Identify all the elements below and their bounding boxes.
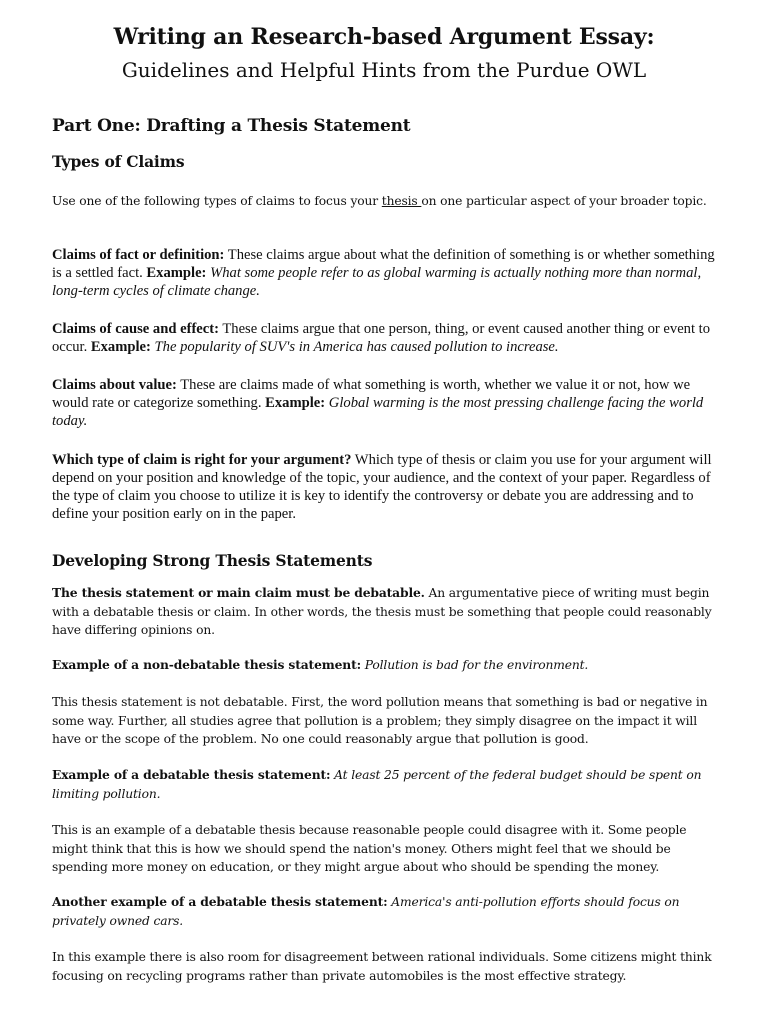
debatable-label: The thesis statement or main claim must be debatable. bbox=[52, 585, 425, 600]
non-debatable-explanation: This thesis statement is not debatable. First, the word pollution means that something is bad or negative in some way. Further, all studies agree that pollution is a problem; they simply disagree on the impact it will have or the scope of the problem. No one could reasonably argue that pollution is good. bbox=[52, 695, 708, 746]
claims-of-cause-paragraph bbox=[52, 320, 720, 356]
fact-example-label: Example: bbox=[146, 265, 207, 281]
non-debatable-example bbox=[52, 656, 720, 675]
intro-text: Use one of the following types of claims to focus your bbox=[52, 194, 382, 208]
debatable-example-text: At least 25 percent of the federal budget should be spent on limiting pollution. bbox=[52, 768, 702, 801]
another-example-text: America's anti-pollution efforts should focus on privately owned cars. bbox=[52, 895, 680, 928]
which-label: Which type of claim is right for your argument? bbox=[52, 452, 352, 468]
claims-of-fact-paragraph bbox=[52, 246, 720, 300]
types-of-claims-heading: Types of Claims bbox=[52, 152, 185, 171]
developing-heading: Developing Strong Thesis Statements bbox=[52, 551, 373, 570]
value-example: Global warming is the most pressing challenge facing the world today. bbox=[52, 395, 704, 429]
cause-text: These claims argue that one person, thing, or event caused another thing or event to occur. bbox=[52, 321, 711, 355]
value-example-label: Example: bbox=[265, 395, 326, 411]
claims-about-value-paragraph bbox=[52, 376, 720, 430]
value-text: These are claims made of what something is worth, whether we value it or not, how we would rate or categorize something. bbox=[52, 377, 691, 411]
fact-example: What some people refer to as global warming is actually nothing more than normal, long-term cycles of climate change. bbox=[52, 265, 702, 299]
another-example-label: Another example of a debatable thesis statement: bbox=[52, 894, 388, 909]
document-title: Writing an Research-based Argument Essay: bbox=[113, 24, 655, 50]
cause-example-label: Example: bbox=[90, 339, 151, 355]
debatable-example-label: Example of a debatable thesis statement: bbox=[52, 767, 331, 782]
debatable-text: An argumentative piece of writing must begin with a debatable thesis or claim. In other words, the thesis must be something that people could reasonably have differing opinions on. bbox=[52, 586, 712, 637]
non-debatable-text: Pollution is bad for the environment. bbox=[361, 658, 589, 672]
which-claim-paragraph bbox=[52, 451, 720, 523]
debatable-explanation: This is an example of a debatable thesis because reasonable people could disagree with it. Some people might think that this is how we should spend the nation's money. Others might feel that we should be spending more money on education, or they might argue about who should be spending the money. bbox=[52, 823, 687, 874]
another-example bbox=[52, 893, 720, 930]
document-subtitle: Guidelines and Helpful Hints from the Purdue OWL bbox=[121, 58, 647, 82]
value-label: Claims about value: bbox=[52, 377, 177, 393]
part-one-heading: Part One: Drafting a Thesis Statement bbox=[52, 116, 411, 136]
claims-intro-paragraph bbox=[52, 192, 720, 211]
debatable-example bbox=[52, 766, 720, 803]
intro-text-end: on one particular aspect of your broader topic. bbox=[421, 194, 707, 208]
cause-example: The popularity of SUV's in America has caused pollution to increase. bbox=[150, 339, 559, 355]
cause-label: Claims of cause and effect: bbox=[52, 321, 219, 337]
fact-text: These claims argue about what the definition of something is or whether something is a settled fact. bbox=[52, 247, 715, 281]
non-debatable-label: Example of a non-debatable thesis statement: bbox=[52, 657, 361, 672]
fact-label: Claims of fact or definition: bbox=[52, 247, 225, 263]
thesis-link[interactable]: thesis bbox=[381, 194, 422, 208]
another-explanation: In this example there is also room for disagreement between rational individuals. Some citizens might think focusing on recycling programs rather than private automobiles is the most effective strategy. bbox=[52, 950, 712, 983]
which-text: Which type of thesis or claim you use for your argument will depend on your position and knowledge of the topic, your audience, and the context of your paper. Regardless of the type of claim you choose to utilize it is key to identify the controversy or debate you are addressing and to define your position early on in the paper. bbox=[52, 452, 712, 522]
debatable-paragraph bbox=[52, 584, 720, 640]
